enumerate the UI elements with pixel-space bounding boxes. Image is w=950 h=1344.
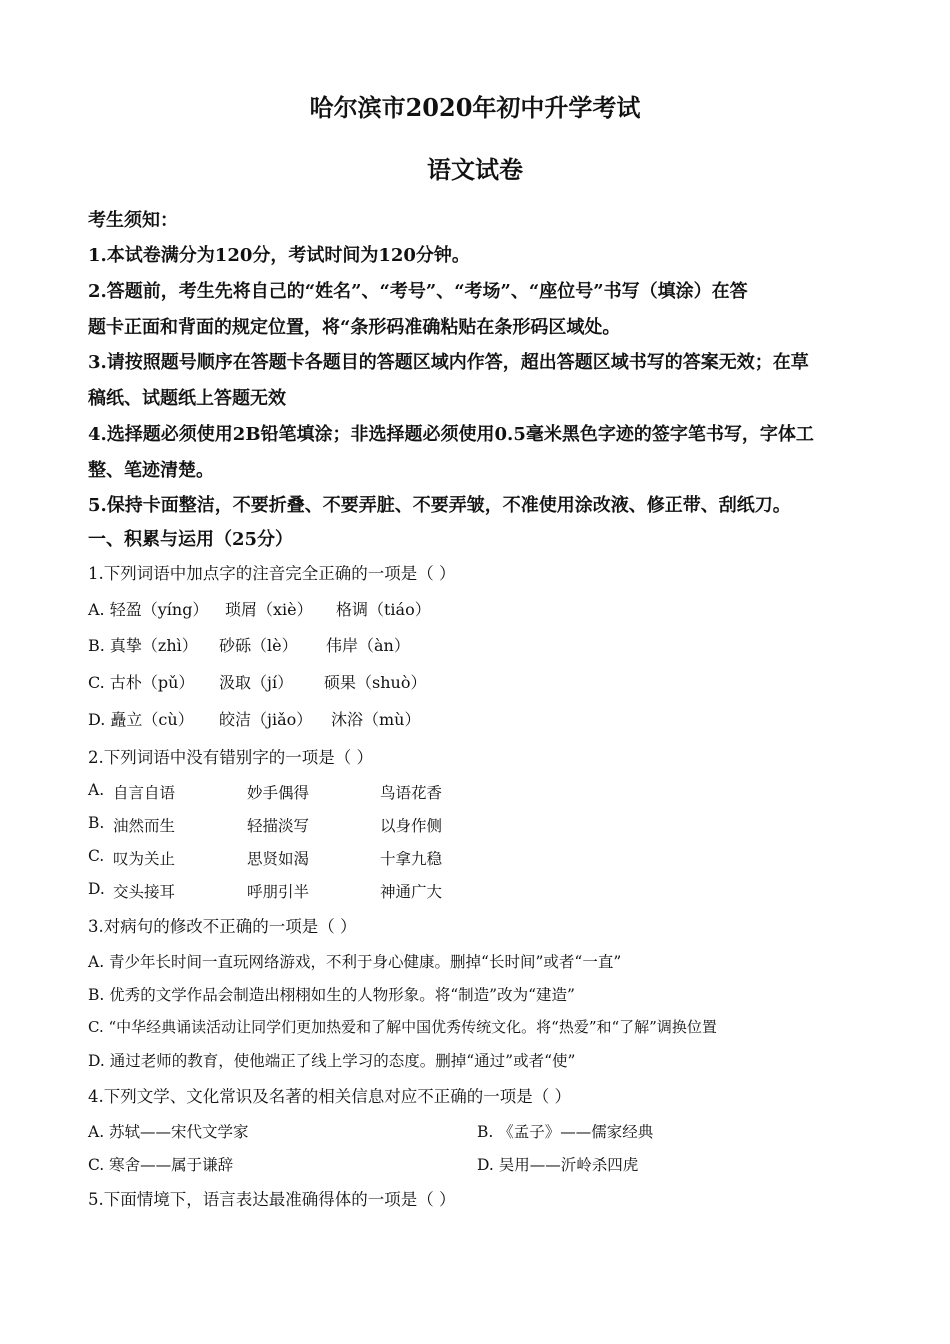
section-heading: 一、积累与运用（25分） <box>88 529 294 550</box>
question-3-stem: 3.对病句的修改不正确的一项是（ ） <box>88 917 357 936</box>
notice-line: 3.请按照题号顺序在答题卡各题目的答题区域内作答，超出答题区域书写的答案无效；在草 <box>88 352 809 373</box>
question-5-stem: 5.下面情境下，语言表达最准确得体的一项是（ ） <box>88 1190 456 1209</box>
question-3-option-b: B. 优秀的文学作品会制造出栩栩如生的人物形象。将“制造”改为“建造” <box>88 986 575 1004</box>
notice-line: 整、笔迹清楚。 <box>88 460 214 481</box>
notice-heading: 考生须知： <box>88 210 178 231</box>
question-4-stem: 4.下列文学、文化常识及名著的相关信息对应不正确的一项是（ ） <box>88 1087 571 1106</box>
notice-line: 2.答题前，考生先将自己的“姓名”、“考号”、“考场”、“座位号”书写（填涂）在答 <box>88 281 748 302</box>
question-3-option-c: C. “中华经典诵读活动让同学们更加热爱和了解中国优秀传统文化。将“热爱”和“了解”调换位置 <box>88 1018 717 1036</box>
question-3-option-d: D. 通过老师的教育，使他端正了线上学习的态度。删掉“通过”或者“使” <box>88 1052 576 1070</box>
notice-line: 1.本试卷满分为120分，考试时间为120分钟。 <box>88 245 470 266</box>
question-1-stem: 1.下列词语中加点字的注音完全正确的一项是（ ） <box>88 564 456 583</box>
notice-line: 4.选择题必须使用2B铅笔填涂；非选择题必须使用0.5毫米黑色字迹的签字笔书写，字体工 <box>88 424 814 445</box>
question-4-option-a: A. 苏轼——宋代文学家 <box>88 1123 249 1141</box>
exam-title: 哈尔滨市2020年初中升学考试 <box>309 93 641 122</box>
notice-line: 5.保持卡面整洁，不要折叠、不要弄脏、不要弄皱，不准使用涂改液、修正带、刮纸刀。 <box>88 495 791 516</box>
question-4-option-d: D. 吴用——沂岭杀四虎 <box>477 1156 639 1174</box>
notice-line: 稿纸、试题纸上答题无效 <box>88 388 286 409</box>
exam-page: 哈尔滨市2020年初中升学考试 语文试卷 考生须知： 1.本试卷满分为120分，考试时间为120分钟。 2.答题前，考生先将自己的“姓名”、“考号”、“考场”、“座位号”书写（填涂）在答 题卡正面和背面的规定位置，将“条形码准确粘贴在条形码区域处。 3.请按照题号顺序在答题卡各题目的答题区域内作答，超出答题区域书写的答案无效；在草 稿纸、试题纸上答题无效 4.选择题必须使用2B铅笔填涂；非选择题必须使用0.5毫米黑色字迹的签字笔书写，字体工 整、笔迹清楚。 5.保持卡面整洁，不要折叠、不要弄脏、不要弄皱，不准使用涂改液、修正带、刮纸刀。 一、积累与运用（25分） 1.下列词语中加点字的注音完全正确的一项是（ ） A. 轻盈（yíng） 琐屑（xiè） 格调（tiáo） B. 真挚（zhì） 砂砾（lè） 伟岸（àn） C. 古朴（pǔ） 汲取（jí） 硕果（shuò） D. 矗立（cù） 皎洁（jiǎo） 沐浴（mù） 2.下列词语中没有错别字的一项是（ ） A. 自言自语 妙手偶得 鸟语花香 B. 油然而生 轻描淡写 以身作侧 C. 叹为关止 思贤如渴 十拿九稳 D. 交头接耳 呼朋引半 神通广大 3.对病句的修改不正确的一项是（ ） A. 青少年长时间一直玩网络游戏，不利于身心健康。删掉“长时间”或者“一直” B. 优秀的文学作品会制造出栩栩如生的人物形象。将“制造”改为“建造” C. “中华经典诵读活动让同学们更加热爱和了解中国优秀传统文化。将“热爱”和“了解”调换位置 D. 通过老师的教育，使他端正了线上学习的态度。删掉“通过”或者“使” 4.下列文学、文化常识及名著的相关信息对应不正确的一项是（ ） A. 苏轼——宋代文学家 B. 《孟子》——儒家经典 C. 寒舍——属于谦辞 D. 吴用——沂岭杀四虎 5.下面情境下，语言表达最准确得体的一项是（ ） <box>0 0 950 1344</box>
notice-line: 题卡正面和背面的规定位置，将“条形码准确粘贴在条形码区域处。 <box>88 317 621 338</box>
question-4-option-c: C. 寒舍——属于谦辞 <box>88 1156 234 1174</box>
question-4-option-b: B. 《孟子》——儒家经典 <box>477 1123 654 1141</box>
exam-subtitle: 语文试卷 <box>427 155 523 184</box>
question-3-option-a: A. 青少年长时间一直玩网络游戏，不利于身心健康。删掉“长时间”或者“一直” <box>88 953 622 971</box>
question-2-stem: 2.下列词语中没有错别字的一项是（ ） <box>88 748 373 767</box>
